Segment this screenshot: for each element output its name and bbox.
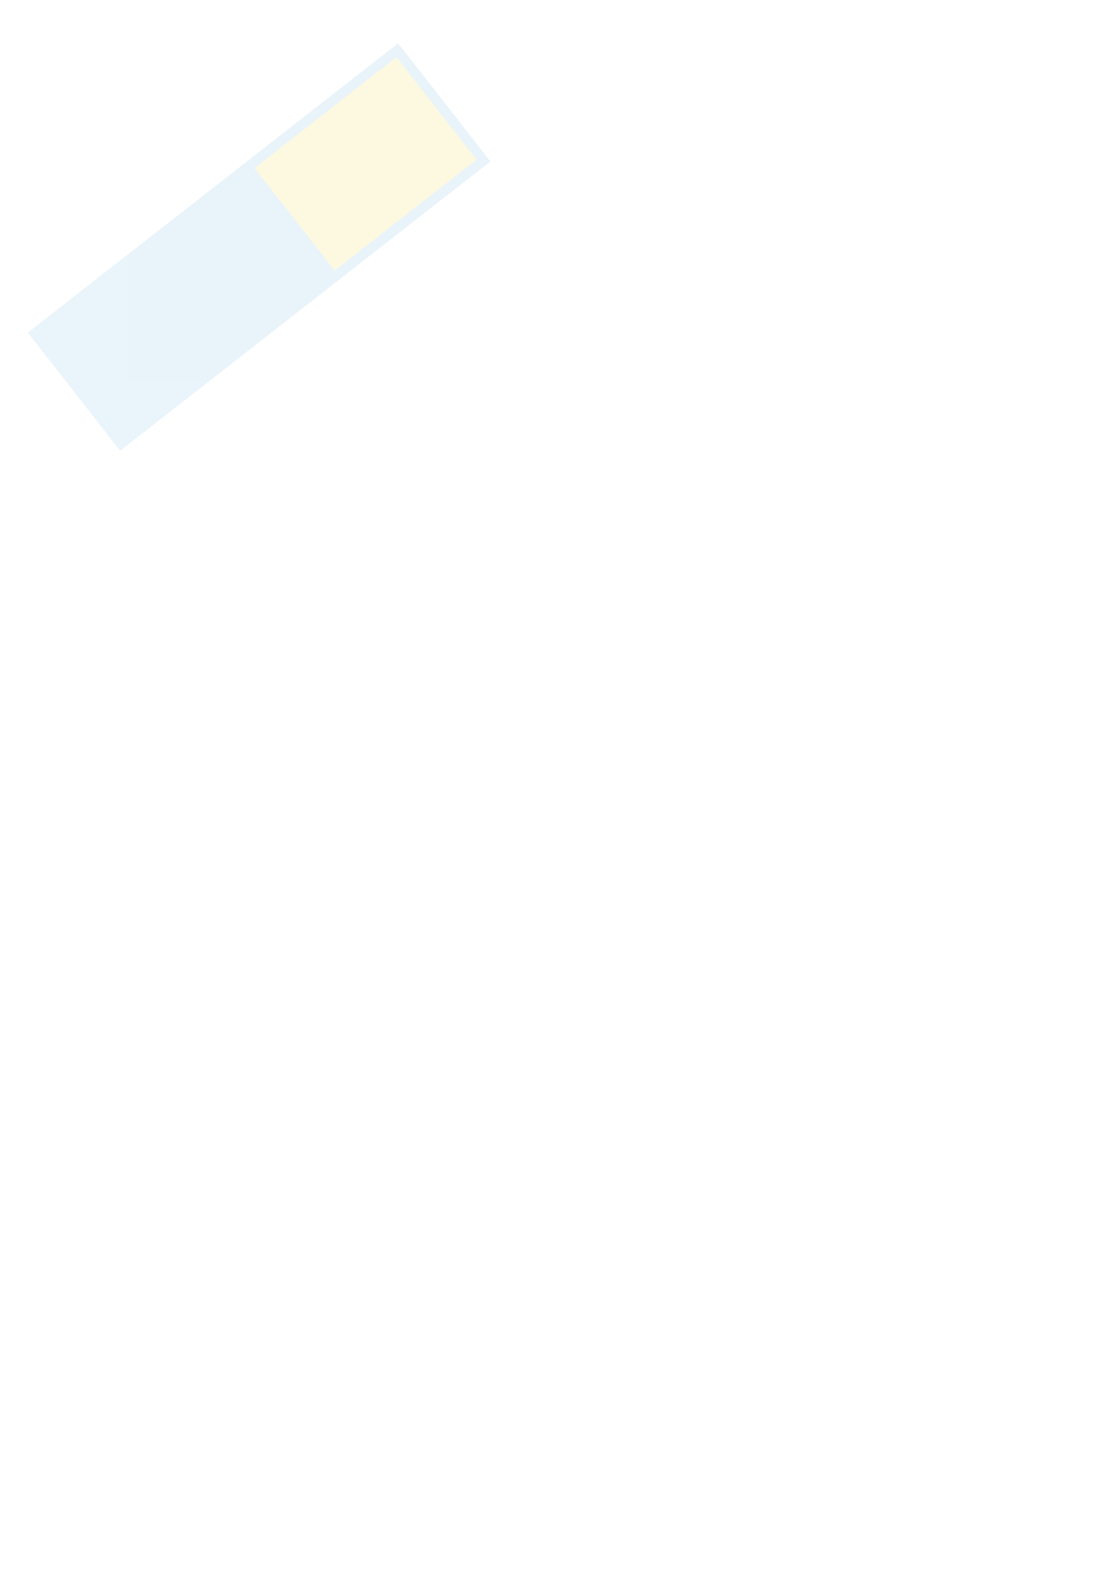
watermark-yellow-band <box>255 57 477 270</box>
watermark-band <box>28 43 491 451</box>
